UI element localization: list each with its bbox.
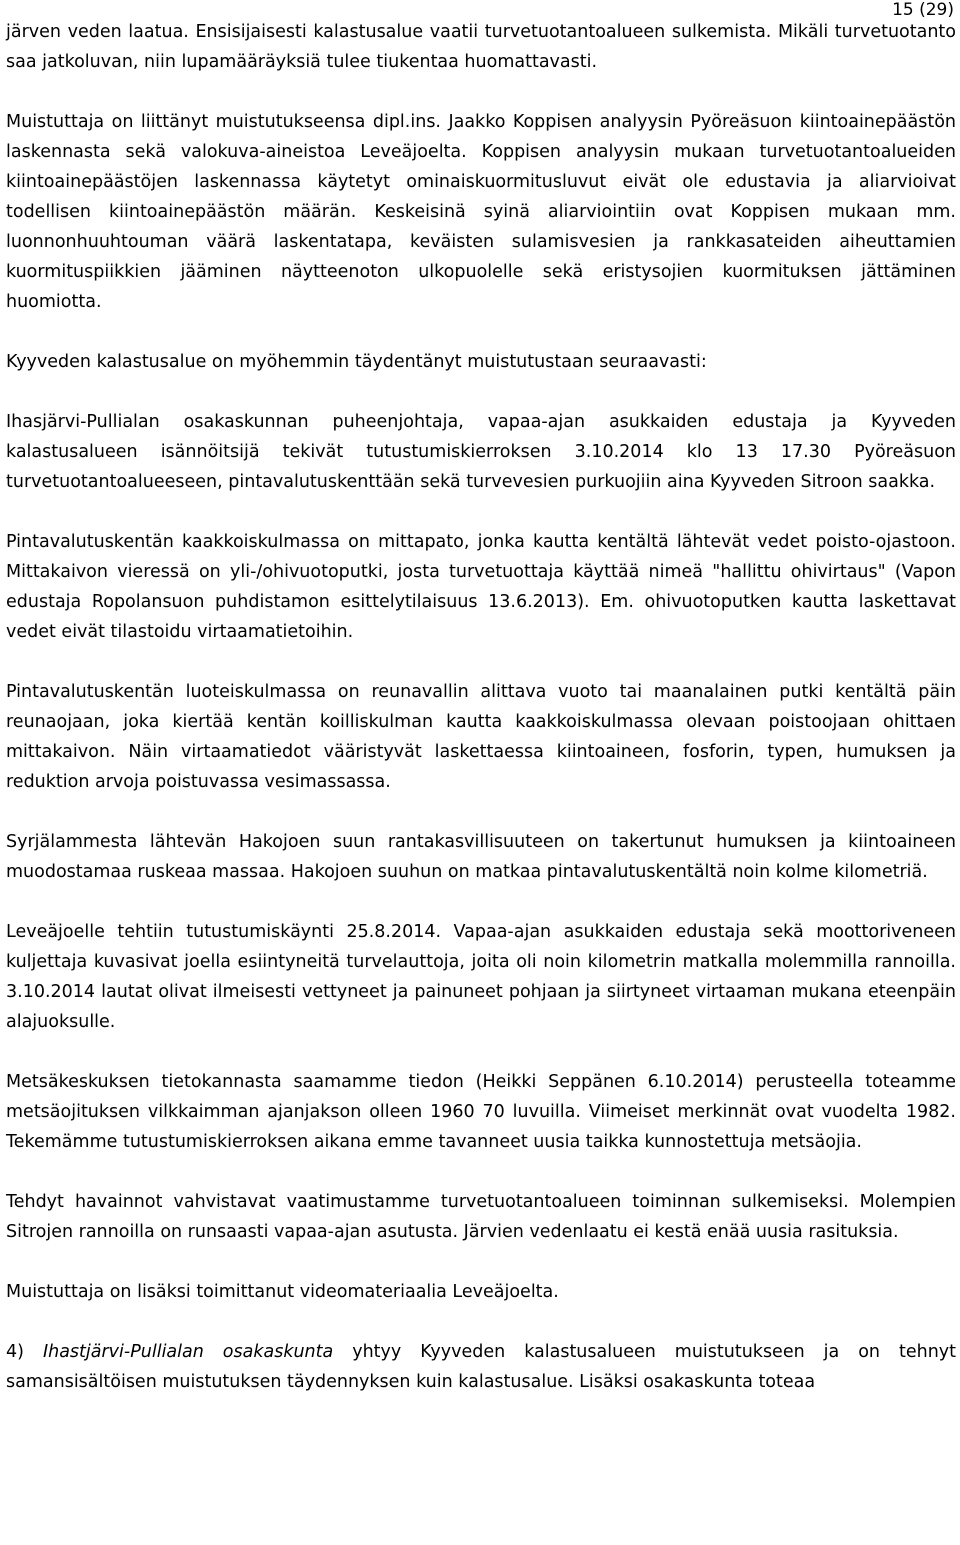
paragraph-hakojoki: Syrjälammesta lähtevän Hakojoen suun rantakasvillisuuteen on takertunut humuksen ja kiintoaineen muodostamaa ruskeaa massaa. Hakojoen suuhun on matkaa pintavalutuskentältä noin kolme kilometriä.: [6, 832, 956, 882]
paragraph-forest-drainage: Metsäkeskuksen tietokannasta saamamme tiedon (Heikki Seppänen 6.10.2014) perusteella toteamme metsäojituksen vilkkaimman ajanjakson olleen 1960 70 luvuilla. Viimeiset merkinnät ovat vuodelta 1982. Tekemämme tutustumiskierroksen aikana emme tavanneet uusia taikka kunnostettuja metsäojia.: [6, 1072, 956, 1152]
paragraph-video-material: Muistuttaja on lisäksi toimittanut videomateriaalia Leveäjoelta.: [6, 1282, 559, 1302]
paragraph-supplement-intro: Kyyveden kalastusalue on myöhemmin täydentänyt muistutustaan seuraavasti:: [6, 352, 707, 372]
paragraph-site-visit: Ihasjärvi-Pullialan osakaskunnan puheenjohtaja, vapaa-ajan asukkaiden edustaja ja Kyyveden kalastusalueen isännöitsijä tekivät tutustumiskierroksen 3.10.2014 klo 13 17.30 Pyöreäsuon turvetuotantoalueeseen, pintavalutuskenttään sekä turvevesien purkuojiin aina Kyyveden Sitroon saakka.: [6, 412, 956, 492]
paragraph-osakaskunta: [6, 1337, 956, 1397]
paragraph-observations: Tehdyt havainnot vahvistavat vaatimustamme turvetuotantoalueen toiminnan sulkemiseksi. Molempien Sitrojen rannoilla on runsaasti vapaa-ajan asutusta. Järvien vedenlaatu ei kestä enää uusia rasituksia.: [6, 1192, 956, 1242]
document-body: [6, 17, 956, 1397]
paragraph-osakaskunta-text: yhtyy Kyyveden kalastusalueen muistutukseen ja on tehnyt samansisältöisen muistutuksen täydennyksen kuin kalastusalue. Lisäksi osakaskunta toteaa: [6, 1342, 957, 1392]
party-name: Ihastjärvi-Pullialan osakaskunta: [42, 1342, 334, 1362]
paragraph-koppinen-analysis: Muistuttaja on liittänyt muistutukseensa dipl.ins. Jaakko Koppisen analyysin Pyöreäsuon kiintoainepäästön laskennasta sekä valokuva-aineistoa Leveäjoelta. Koppisen analyysin mukaan turvetuotantoalueiden kiintoainepäästöjen laskennassa käytetyt ominaiskuormitusluvut eivät ole edustavia ja aliarvioivat todellisen kiintoainepäästön määrän. Keskeisinä syinä aliarviointiin ovat Koppisen mukaan mm. luonnonhuuhtouman väärä laskentatapa, keväisten sulamisvesien ja rankkasateiden aiheuttamien kuormituspiikkien jääminen näytteenoton ulkopuolelle sekä eristysojien kuormituksen jättäminen huomiotta.: [6, 112, 956, 312]
item-number: 4): [6, 1342, 43, 1362]
paragraph-northwest-corner: Pintavalutuskentän luoteiskulmassa on reunavallin alittava vuoto tai maanalainen putki kentältä päin reunaojaan, joka kiertää kentän koilliskulman kautta kaakkoiskulmassa olevaan poistoojaan ohittaen mittakaivon. Näin virtaamatiedot vääristyvät laskettaessa kiintoaineen, fosforin, typen, humuksen ja reduktion arvoja poistuvassa vesimassassa.: [6, 682, 956, 792]
paragraph-southeast-corner: Pintavalutuskentän kaakkoiskulmassa on mittapato, jonka kautta kentältä lähtevät vedet poisto-ojastoon. Mittakaivon vieressä on yli-/ohivuotoputki, josta turvetuottaja käyttää nimeä "hallittu ohivirtaus" (Vapon edustaja Ropolansuon puhdistamon esittelytilaisuus 13.6.2013). Em. ohivuotoputken kautta laskettavat vedet eivät tilastoidu virtaamatietoihin.: [6, 532, 956, 642]
page-number: 15 (29): [892, 0, 954, 20]
paragraph-water-quality: järven veden laatua. Ensisijaisesti kalastusalue vaatii turvetuotantoalueen sulkemista. Mikäli turvetuotanto saa jatkoluvan, niin lupamääräyksiä tulee tiukentaa huomattavasti.: [6, 22, 956, 72]
paragraph-leveajoki-visit: Leveäjoelle tehtiin tutustumiskäynti 25.8.2014. Vapaa-ajan asukkaiden edustaja sekä moottoriveneen kuljettaja kuvasivat joella esiintyneitä turvelauttoja, joita oli noin kilometrin matkalla molemmilla rannoilla. 3.10.2014 lautat olivat ilmeisesti vettyneet ja painuneet pohjaan ja siirtyneet virtaaman mukana eteenpäin alajuoksulle.: [6, 922, 956, 1032]
